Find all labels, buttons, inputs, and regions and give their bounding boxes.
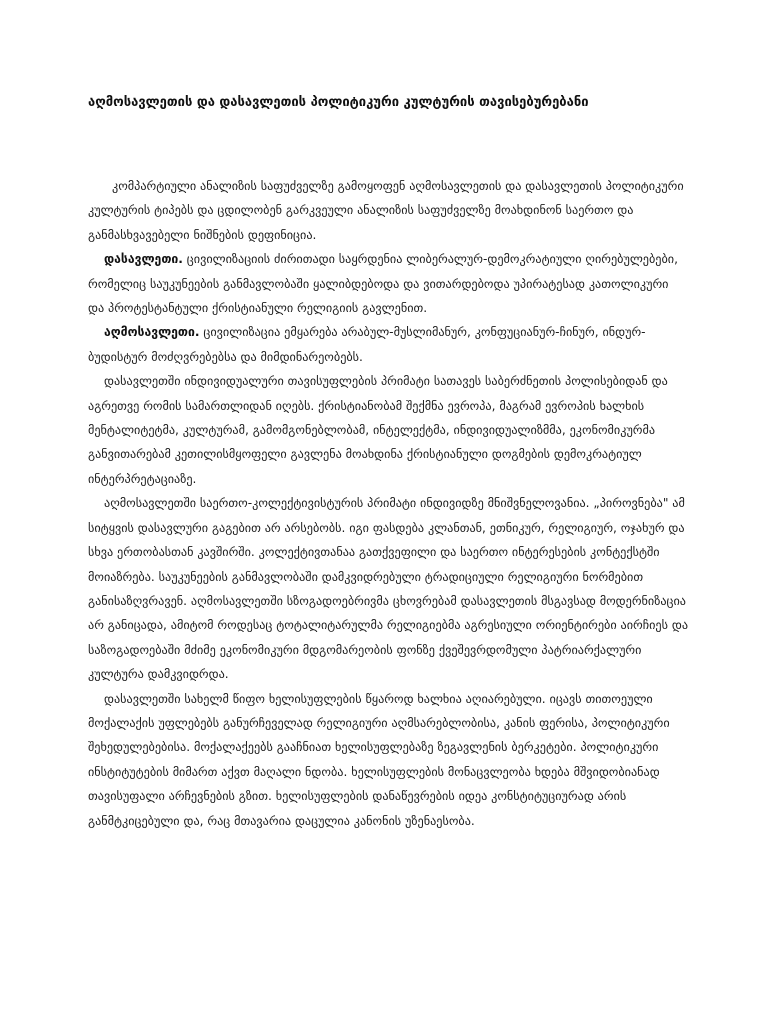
paragraph-text: კომპარტიული ანალიზის საფუძველზე გამოყოფენ აღმოსავლეთის და დასავლეთის პოლიტიკური კულტურის ტიპებს და ცდილობენ გარკვეული ანალიზის საფუძველზე მოახდინონ საერთო და განმასხვავებელი ნიშნების დეფინიცია.	[88, 179, 684, 242]
paragraph-text: აღმოსავლეთში საერთო-კოლექტივისტურის პრიმატი ინდივიდზე მნიშვნელოვანია. „პიროვნება" ამ სიტყვის დასავლური გაგებით არ არსებობს. იგი ფასდება კლანთან, ეთნიკურ, რელიგიურ, ოჯახურ და სხვა ერთობასთან კავშირში. კოლექტივთანაა გათქვეფილი და საერთო ინტერესების კონტექსტში მოიაზრება. საუკუნეების განმავლობაში დამკვიდრებული ტრადიციული რელიგიური ნორმებით განისაზღვრავენ. აღმოსავლეთში სზოგადოებრივმა ცხოვრებამ დასავლეთის მსგავსად მოდერნიზაცია არ განიცადა, ამიტომ როდესაც ტოტალიტარულმა რელიგიებმა აგრესიული ორიენტირები აირჩიეს და საზოგადოებაში მძიმე ეკონომიკური მდგომარეობის ფონზე ქვეშევრდომული პატრიარქალური კულტურა დამკვიდრდა.	[88, 496, 689, 682]
paragraph-lead: დასავლეთი.	[104, 252, 183, 267]
document-title: აღმოსავლეთის და დასავლეთის პოლიტიკური კულტურის თავისებურებანი	[88, 95, 589, 110]
paragraph-lead: აღმოსავლეთი.	[104, 325, 200, 340]
body-paragraph	[88, 369, 688, 491]
document-body	[88, 174, 688, 833]
body-paragraph	[88, 320, 688, 369]
paragraph-text: ცივილიზაციის ძირითადი საყრდენია ლიბერალურ-დემოკრატიული ღირებულებები, რომელიც საუკუნეების განმავლობაში ყალიბდებოდა და ვითარდებოდა უპირატესად კათოლიკური და პროტესტანტული ქრისტიანული რელიგიის გავლენით.	[88, 252, 678, 316]
body-paragraph	[88, 174, 688, 247]
body-paragraph	[88, 491, 688, 686]
paragraph-text: ცივილიზაცია ემყარება არაბულ-მუსლიმანურ, კონფუციანურ-ჩინურ, ინდურ-ბუდისტურ მოძღვრებებსა და მიმდინარეობებს.	[88, 325, 646, 364]
paragraph-text: დასავლეთში ინდივიდუალური თავისუფლების პრიმატი სათავეს საბერძნეთის პოლისებიდან და აგრეთვე რომის სამართლიდან იღებს. ქრისტიანობამ შექმნა ევროპა, მაგრამ ევროპის ხალხის მენტალიტეტმა, კულტურამ, გამომგონებლობამ, ინტელექტმა, ინდივიდუალიზმმა, ეკონომიკურმა განვითარებამ კეთილისმყოფელი გავლენა მოახდინა ქრისტიანული დოგმების დემოკრატიულ ინტერპრეტაციაზე.	[88, 374, 668, 486]
body-paragraph	[88, 687, 688, 833]
body-paragraph	[88, 247, 688, 320]
paragraph-text: დასავლეთში სახელმ წიფო ხელისუფლების წყაროდ ხალხია აღიარებული. იცავს თითოეული მოქალაქის უფლებებს განურჩეველად რელიგიური აღმსარებლობისა, კანის ფერისა, პოლიტიკური შეხედულებებისა. მოქალაქეებს გააჩნიათ ხელისუფლებაზე ზეგავლენის ბერკეტები. პოლიტიკური ინსტიტუტების მიმართ აქვთ მაღალი ნდობა. ხელისუფლების მონაცვლეობა ხდება მშვიდობიანად თავისუფალი არჩევნების გზით. ხელისუფლების დანაწევრების იდეა კონსტიტუციურად არის განმტკიცებული და, რაც მთავარია დაცულია კანონის უზენაესობა.	[88, 691, 670, 828]
